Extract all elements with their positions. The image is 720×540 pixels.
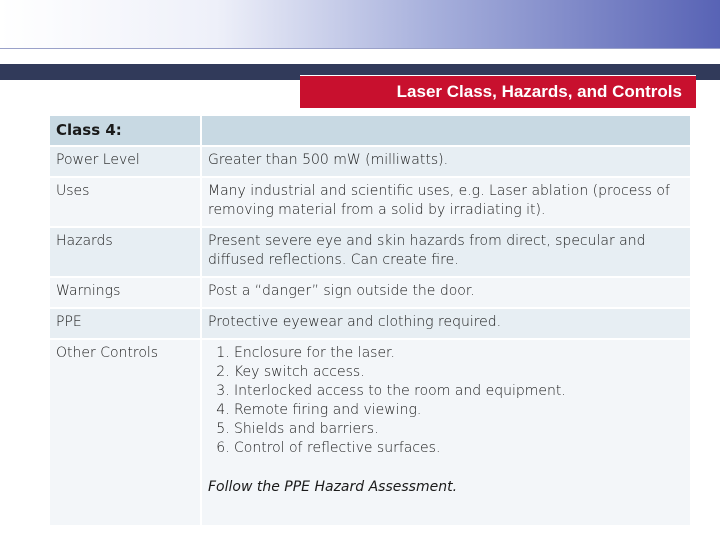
- list-item: 1. Enclosure for the laser.: [234, 344, 684, 363]
- row-value-warnings: Post a “danger” sign outside the door.: [202, 278, 690, 307]
- header-gradient-band: [0, 0, 720, 48]
- class-header-value: [202, 116, 690, 145]
- table-row: [50, 228, 690, 276]
- row-value-other-controls: [202, 340, 690, 525]
- table-row: [50, 178, 690, 226]
- row-value-power-level: Greater than 500 mW (milliwatts).: [202, 147, 690, 176]
- slide-title: Laser Class, Hazards, and Controls: [396, 82, 682, 101]
- class-header-label: Class 4:: [50, 116, 200, 145]
- laser-class-table: [48, 114, 692, 527]
- table-header-row: [50, 116, 690, 145]
- list-item: 6. Control of reflective surfaces.: [234, 439, 684, 458]
- ppe-assessment-note: Follow the PPE Hazard Assessment.: [208, 479, 458, 495]
- row-label-hazards: Hazards: [50, 228, 200, 276]
- table-row: [50, 147, 690, 176]
- list-item: 2. Key switch access.: [234, 363, 684, 382]
- row-label-other-controls: Other Controls: [50, 340, 200, 525]
- list-item: 4. Remote firing and viewing.: [234, 401, 684, 420]
- slide-title-bar: [300, 75, 696, 108]
- row-label-ppe: PPE: [50, 309, 200, 338]
- row-label-uses: Uses: [50, 178, 200, 226]
- row-value-ppe: Protective eyewear and clothing required.: [202, 309, 690, 338]
- list-item: 5. Shields and barriers.: [234, 420, 684, 439]
- header-divider-line: [0, 48, 720, 49]
- table-row: [50, 309, 690, 338]
- table-row: [50, 278, 690, 307]
- controls-list: [208, 344, 684, 458]
- list-item: 3. Interlocked access to the room and equipment.: [234, 382, 684, 401]
- row-label-warnings: Warnings: [50, 278, 200, 307]
- table-row: [50, 340, 690, 525]
- row-label-power-level: Power Level: [50, 147, 200, 176]
- row-value-uses: Many industrial and scientific uses, e.g. Laser ablation (process of removing material from a solid by irradiating it).: [202, 178, 690, 226]
- row-value-hazards: Present severe eye and skin hazards from direct, specular and diffused reflections. Can create fire.: [202, 228, 690, 276]
